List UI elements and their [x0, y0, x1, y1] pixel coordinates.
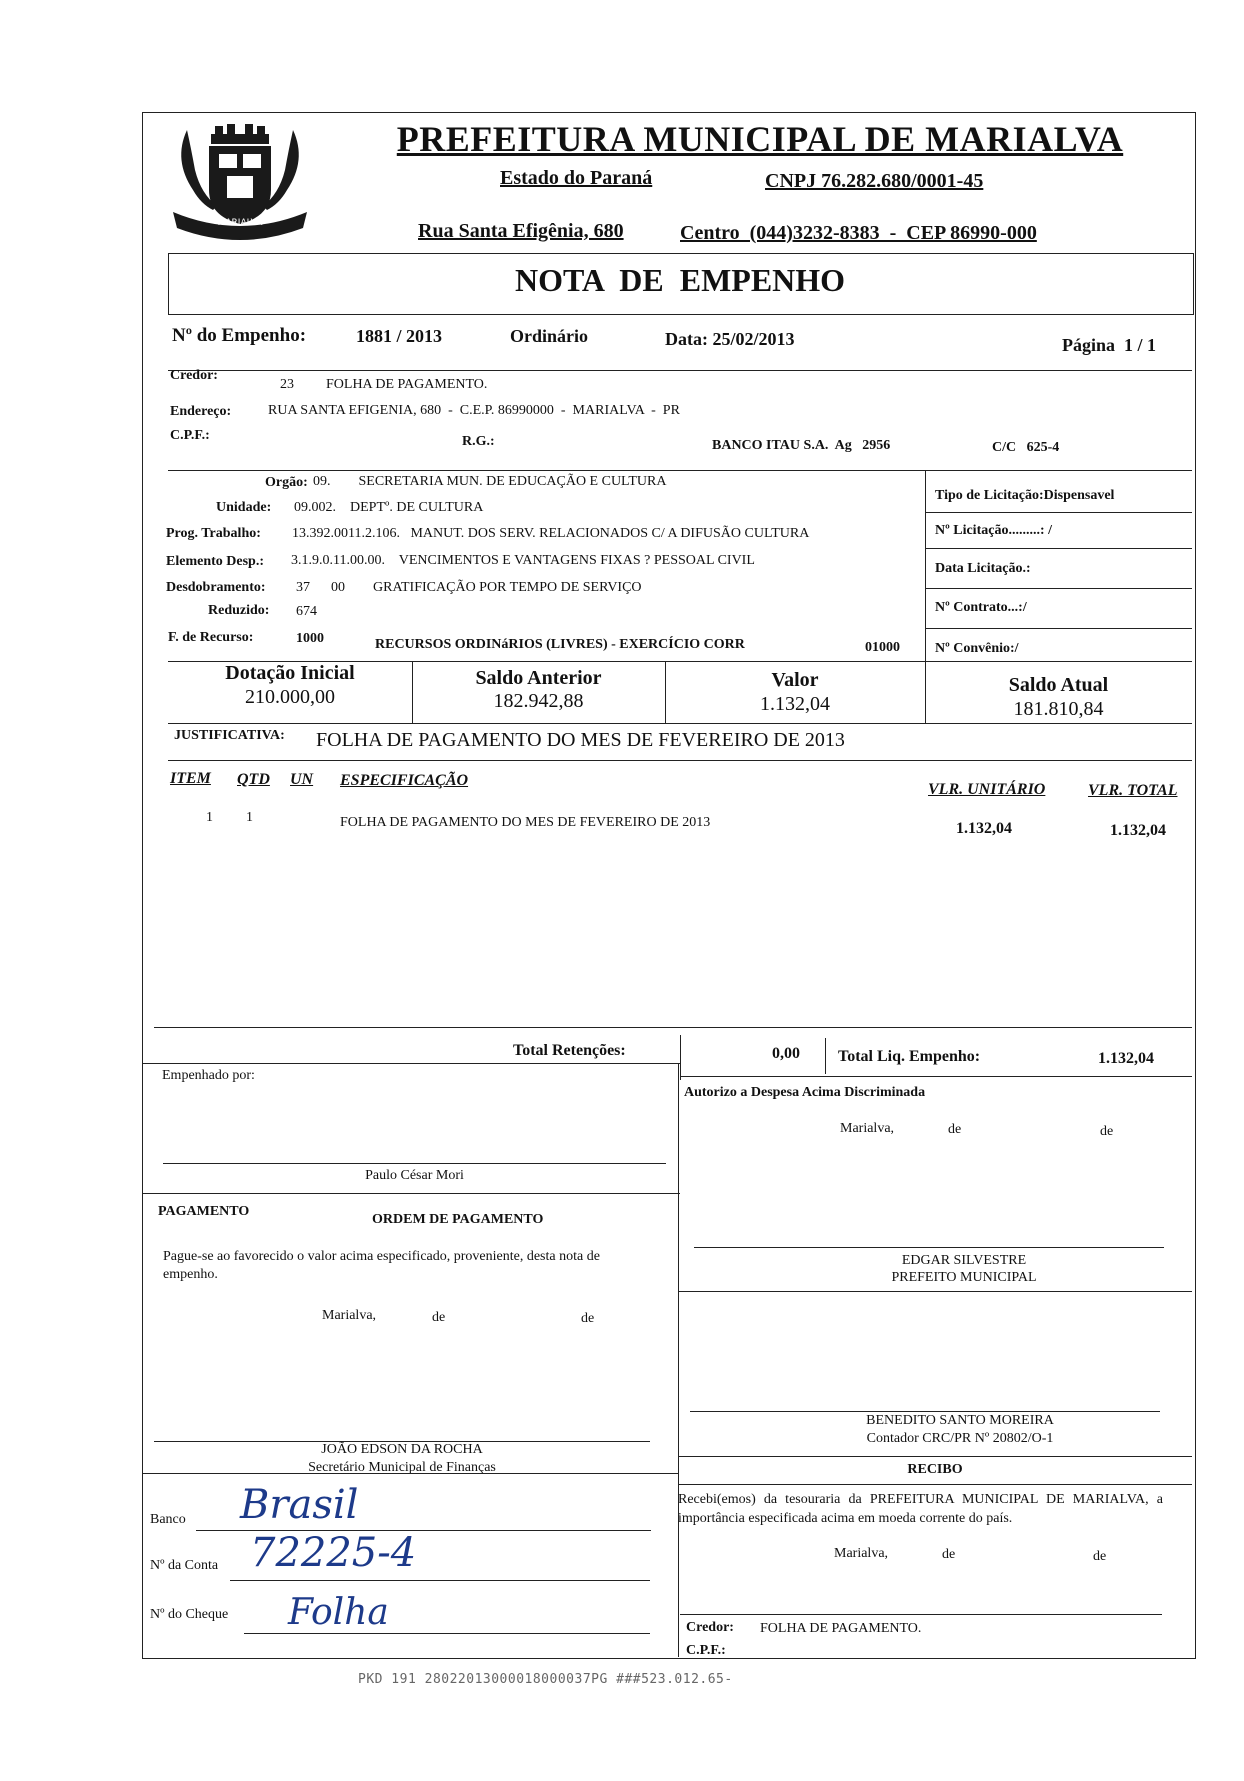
empenhado-name: Paulo César Mori — [365, 1168, 464, 1183]
licitacao-convenio: Nº Convênio:/ — [935, 641, 1019, 656]
reduzido-label: Reduzido: — [208, 603, 270, 618]
licitacao-contrato: Nº Contrato...:/ — [935, 600, 1027, 615]
header-contact: Centro (044)3232-8383 - CEP 86990-000 — [680, 222, 1037, 244]
bank-info: BANCO ITAU S.A. Ag 2956 — [712, 438, 891, 453]
licitacao-numero: Nº Licitação.........: / — [935, 523, 1052, 538]
divider — [168, 370, 1192, 371]
doc-title: NOTA DE EMPENHO — [514, 262, 846, 298]
liq-label: Total Liq. Empenho: — [838, 1048, 981, 1065]
page-number: Página 1 / 1 — [1062, 335, 1157, 355]
desdobramento-value: 37 00 GRATIFICAÇÃO POR TEMPO DE SERVIÇO — [296, 580, 642, 595]
signature-line — [690, 1411, 1160, 1412]
recibo-credor-label: Credor: — [686, 1620, 734, 1635]
divider — [680, 1035, 681, 1080]
recurso-code: 1000 — [296, 631, 324, 646]
divider — [925, 512, 1192, 513]
divider — [678, 1063, 679, 1657]
justificativa-label: JUSTIFICATIVA: — [174, 728, 285, 743]
unidade-label: Unidade: — [216, 500, 272, 515]
saldo-anterior-label: Saldo Anterior — [475, 667, 602, 689]
empenho-number: 1881 / 2013 — [356, 326, 443, 346]
divider — [678, 1484, 1192, 1485]
secretario-name: JOÃO EDSON DA ROCHA — [321, 1442, 483, 1457]
saldo-anterior-value: 182.942,88 — [493, 690, 584, 712]
row-item: 1 — [206, 810, 213, 825]
divider — [925, 588, 1192, 589]
orgao-value: 09. SECRETARIA MUN. DE EDUCAÇÃO E CULTURA — [313, 474, 667, 489]
divider — [168, 470, 1192, 471]
credor-label: Credor: — [170, 368, 218, 383]
orgao-label: Orgão: — [265, 475, 308, 490]
empenhado-label: Empenhado por: — [162, 1068, 255, 1083]
elemento-value: 3.1.9.0.11.00.00. VENCIMENTOS E VANTAGENS FIXAS ? PESSOAL CIVIL — [291, 553, 755, 568]
cheque-line — [244, 1633, 650, 1634]
divider — [142, 1063, 680, 1064]
header-title: PREFEITURA MUNICIPAL DE MARIALVA — [396, 119, 1124, 159]
pagamento-place: Marialva, — [322, 1308, 377, 1323]
divider — [925, 628, 1192, 629]
desdobramento-label: Desdobramento: — [166, 580, 266, 595]
dotacao-value: 210.000,00 — [245, 686, 335, 708]
licitacao-data: Data Licitação.: — [935, 561, 1031, 576]
row-unit: 1.132,04 — [956, 820, 1012, 837]
address-label: Endereço: — [170, 404, 232, 419]
pagamento-text: Pague-se ao favorecido o valor acima especificado, proveniente, desta nota de empenho. — [163, 1249, 600, 1282]
autorizo-label: Autorizo a Despesa Acima Discriminada — [684, 1085, 926, 1100]
col-header-item: ITEM — [170, 770, 211, 787]
recibo-cpf-label: C.P.F.: — [686, 1643, 726, 1658]
prog-value: 13.392.0011.2.106. MANUT. DOS SERV. RELACIONADOS C/ A DIFUSÃO CULTURA — [292, 526, 810, 541]
recibo-credor-name: FOLHA DE PAGAMENTO. — [760, 1621, 922, 1636]
divider — [678, 1456, 1192, 1457]
row-total: 1.132,04 — [1110, 822, 1166, 839]
contador-role: Contador CRC/PR Nº 20802/O-1 — [866, 1431, 1054, 1446]
signature-line — [680, 1614, 1162, 1615]
credor-name: FOLHA DE PAGAMENTO. — [326, 377, 488, 392]
liq-value: 1.132,04 — [1098, 1050, 1154, 1067]
empenho-type: Ordinário — [510, 326, 589, 346]
recurso-label: F. de Recurso: — [168, 630, 254, 645]
retencoes-label: Total Retenções: — [513, 1042, 626, 1059]
conta-label: Nº da Conta — [150, 1558, 219, 1573]
divider — [825, 1038, 826, 1074]
svg-text:MARIALVA: MARIALVA — [217, 218, 263, 228]
header-state: Estado do Paraná — [500, 167, 653, 189]
autorizo-de1: de — [948, 1122, 962, 1137]
ordem-label: ORDEM DE PAGAMENTO — [372, 1212, 544, 1227]
conta-line — [230, 1580, 650, 1581]
saldo-atual-label: Saldo Atual — [1008, 674, 1109, 696]
pagamento-de2: de — [581, 1311, 595, 1326]
divider — [925, 548, 1192, 549]
divider — [154, 1027, 1192, 1028]
valor-value: 1.132,04 — [760, 693, 830, 715]
banco-handwriting: Brasil — [240, 1482, 359, 1528]
recurso-sub: 01000 — [865, 640, 900, 655]
row-qtd: 1 — [246, 810, 253, 825]
divider — [925, 470, 926, 665]
signature-line — [694, 1247, 1164, 1248]
col-header-spec: ESPECIFICAÇÃO — [340, 772, 469, 789]
recibo-de1: de — [942, 1547, 956, 1562]
recibo-label: RECIBO — [907, 1462, 963, 1477]
col-header-un: UN — [290, 771, 314, 788]
rg-label: R.G.: — [462, 434, 495, 449]
secretario-role: Secretário Municipal de Finanças — [308, 1460, 496, 1475]
row-spec: FOLHA DE PAGAMENTO DO MES DE FEVEREIRO DE 2013 — [340, 815, 711, 830]
divider — [168, 723, 1192, 724]
elemento-label: Elemento Desp.: — [166, 554, 264, 569]
unidade-value: 09.002. DEPTº. DE CULTURA — [294, 500, 484, 515]
title-box — [168, 253, 1194, 315]
empenho-number-label: Nº do Empenho: — [172, 325, 307, 346]
pagamento-de1: de — [432, 1310, 446, 1325]
cpf-label: C.P.F.: — [170, 428, 210, 443]
account-cc: C/C 625-4 — [992, 440, 1060, 455]
recibo-place: Marialva, — [834, 1546, 889, 1561]
pagamento-label: PAGAMENTO — [158, 1204, 250, 1219]
cheque-handwriting: Folha — [288, 1592, 389, 1633]
justificativa-text: FOLHA DE PAGAMENTO DO MES DE FEVEREIRO DE 2013 — [316, 729, 845, 751]
recibo-text: Recebi(emos) da tesouraria da PREFEITURA MUNICIPAL DE MARIALVA, a importância especificada acima em moeda corrente do país. — [678, 1492, 1163, 1526]
prog-label: Prog. Trabalho: — [166, 526, 261, 541]
divider — [168, 760, 1192, 761]
signature-line — [163, 1163, 666, 1164]
footer-code: PKD 191 28022013000018000037PG ###523.012.65- — [358, 1672, 733, 1687]
col-header-total: VLR. TOTAL — [1088, 782, 1178, 799]
banco-label: Banco — [150, 1512, 186, 1527]
col-header-unit: VLR. UNITÁRIO — [928, 781, 1046, 798]
recurso-value: RECURSOS ORDINáRIOS (LIVRES) - EXERCÍCIO CORR — [375, 637, 745, 652]
divider — [142, 1193, 680, 1194]
dotacao-label: Dotação Inicial — [225, 662, 355, 684]
licitacao-tipo: Tipo de Licitação:Dispensavel — [935, 488, 1115, 503]
credor-code: 23 — [280, 377, 294, 392]
header-address: Rua Santa Efigênia, 680 — [418, 220, 624, 242]
credor-address: RUA SANTA EFIGENIA, 680 - C.E.P. 86990000 - MARIALVA - PR — [268, 403, 680, 418]
divider — [678, 1291, 1192, 1292]
cheque-label: Nº do Cheque — [150, 1607, 229, 1622]
header-cnpj: CNPJ 76.282.680/0001-45 — [765, 170, 984, 192]
coat-of-arms — [165, 120, 315, 248]
saldo-atual-value: 181.810,84 — [1013, 698, 1104, 720]
autorizo-de2: de — [1100, 1124, 1114, 1139]
retencoes-value: 0,00 — [772, 1045, 800, 1062]
reduzido-value: 674 — [296, 604, 317, 619]
valor-label: Valor — [771, 669, 819, 691]
empenho-date: Data: 25/02/2013 — [665, 329, 795, 349]
contador-name: BENEDITO SANTO MOREIRA — [866, 1413, 1054, 1428]
divider — [142, 1473, 678, 1474]
conta-handwriting: 72225-4 — [250, 1530, 417, 1576]
col-header-qtd: QTD — [237, 771, 270, 788]
prefeito-role: PREFEITO MUNICIPAL — [891, 1270, 1037, 1285]
autorizo-place: Marialva, — [840, 1121, 895, 1136]
divider — [680, 1076, 1192, 1077]
prefeito-name: EDGAR SILVESTRE — [901, 1253, 1027, 1268]
recibo-de2: de — [1093, 1549, 1107, 1564]
